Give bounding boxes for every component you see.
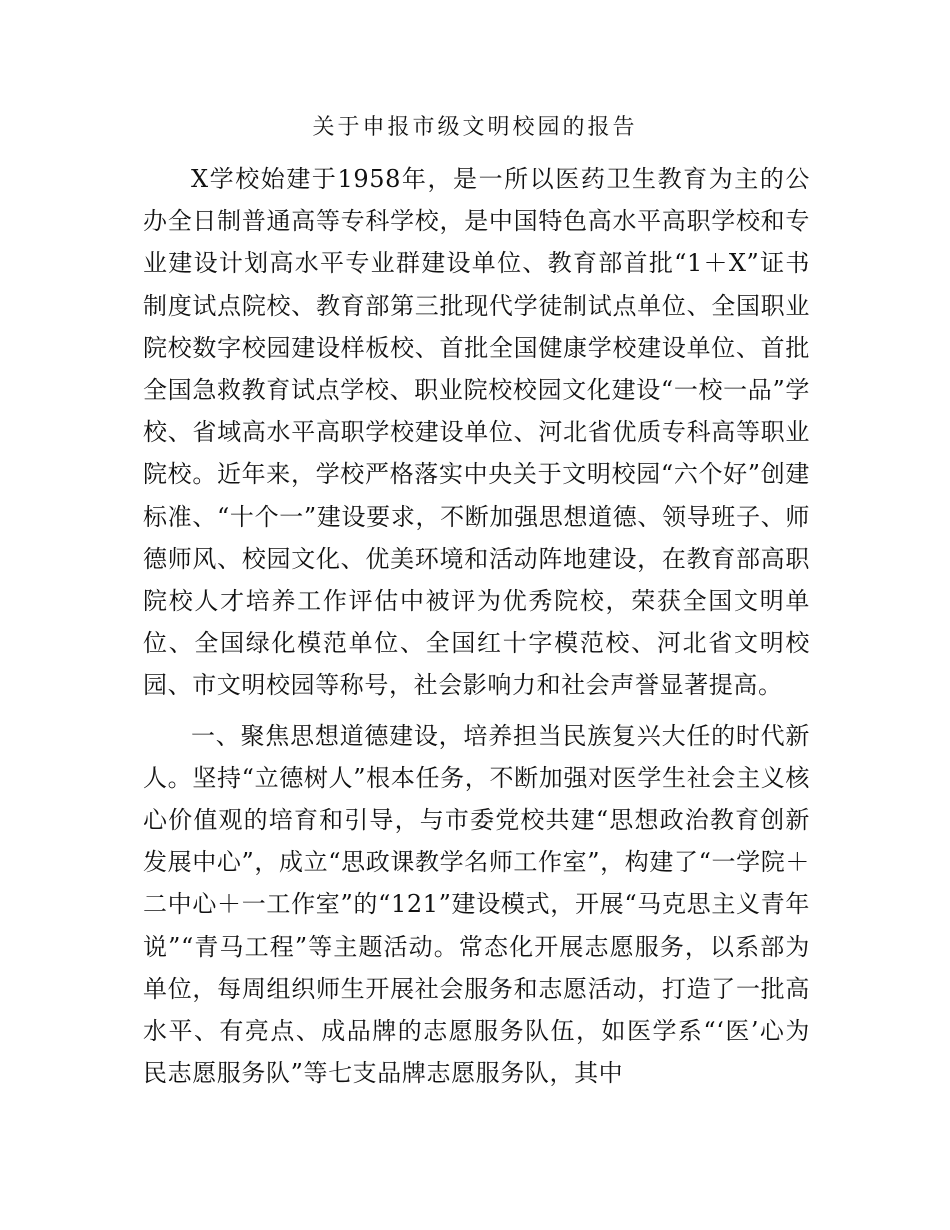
- paragraph-intro: X学校始建于1958年，是一所以医药卫生教育为主的公办全日制普通高等专科学校，是中国特色高水平高职学校和专业建设计划高水平专业群建设单位、教育部首批“1＋X”证书制度试点院校、教育部第三批现代学徒制试点单位、全国职业院校数字校园建设样板校、首批全国健康学校建设单位、首批全国急救教育试点学校、职业院校校园文化建设“一校一品”学校、省域高水平高职学校建设单位、河北省优质专科高等职业院校。近年来，学校严格落实中央关于文明校园“六个好”创建标准、“十个一”建设要求，不断加强思想道德、领导班子、师德师风、校园文化、优美环境和活动阵地建设，在教育部高职院校人才培养工作评估中被评为优秀院校，荣获全国文明单位、全国绿化模范单位、全国红十字模范校、河北省文明校园、市文明校园等称号，社会影响力和社会声誉显著提高。: [143, 165, 810, 700]
- document-body: [143, 158, 810, 1094]
- paragraph-section-one: 一、聚焦思想道德建设，培养担当民族复兴大任的时代新人。坚持“立德树人”根本任务，不断加强对医学生社会主义核心价值观的培育和引导，与市委党校共建“思想政治教育创新发展中心”，成立“思政课教学名师工作室”，构建了“一学院＋二中心＋一工作室”的“121”建设模式，开展“马克思主义青年说”“青马工程”等主题活动。常态化开展志愿服务，以系部为单位，每周组织师生开展社会服务和志愿活动，打造了一批高水平、有亮点、成品牌的志愿服务队伍，如医学系“‘医’心为民志愿服务队”等七支品牌志愿服务队，其中: [143, 721, 810, 1088]
- document-title: 关于申报市级文明校园的报告: [312, 115, 638, 140]
